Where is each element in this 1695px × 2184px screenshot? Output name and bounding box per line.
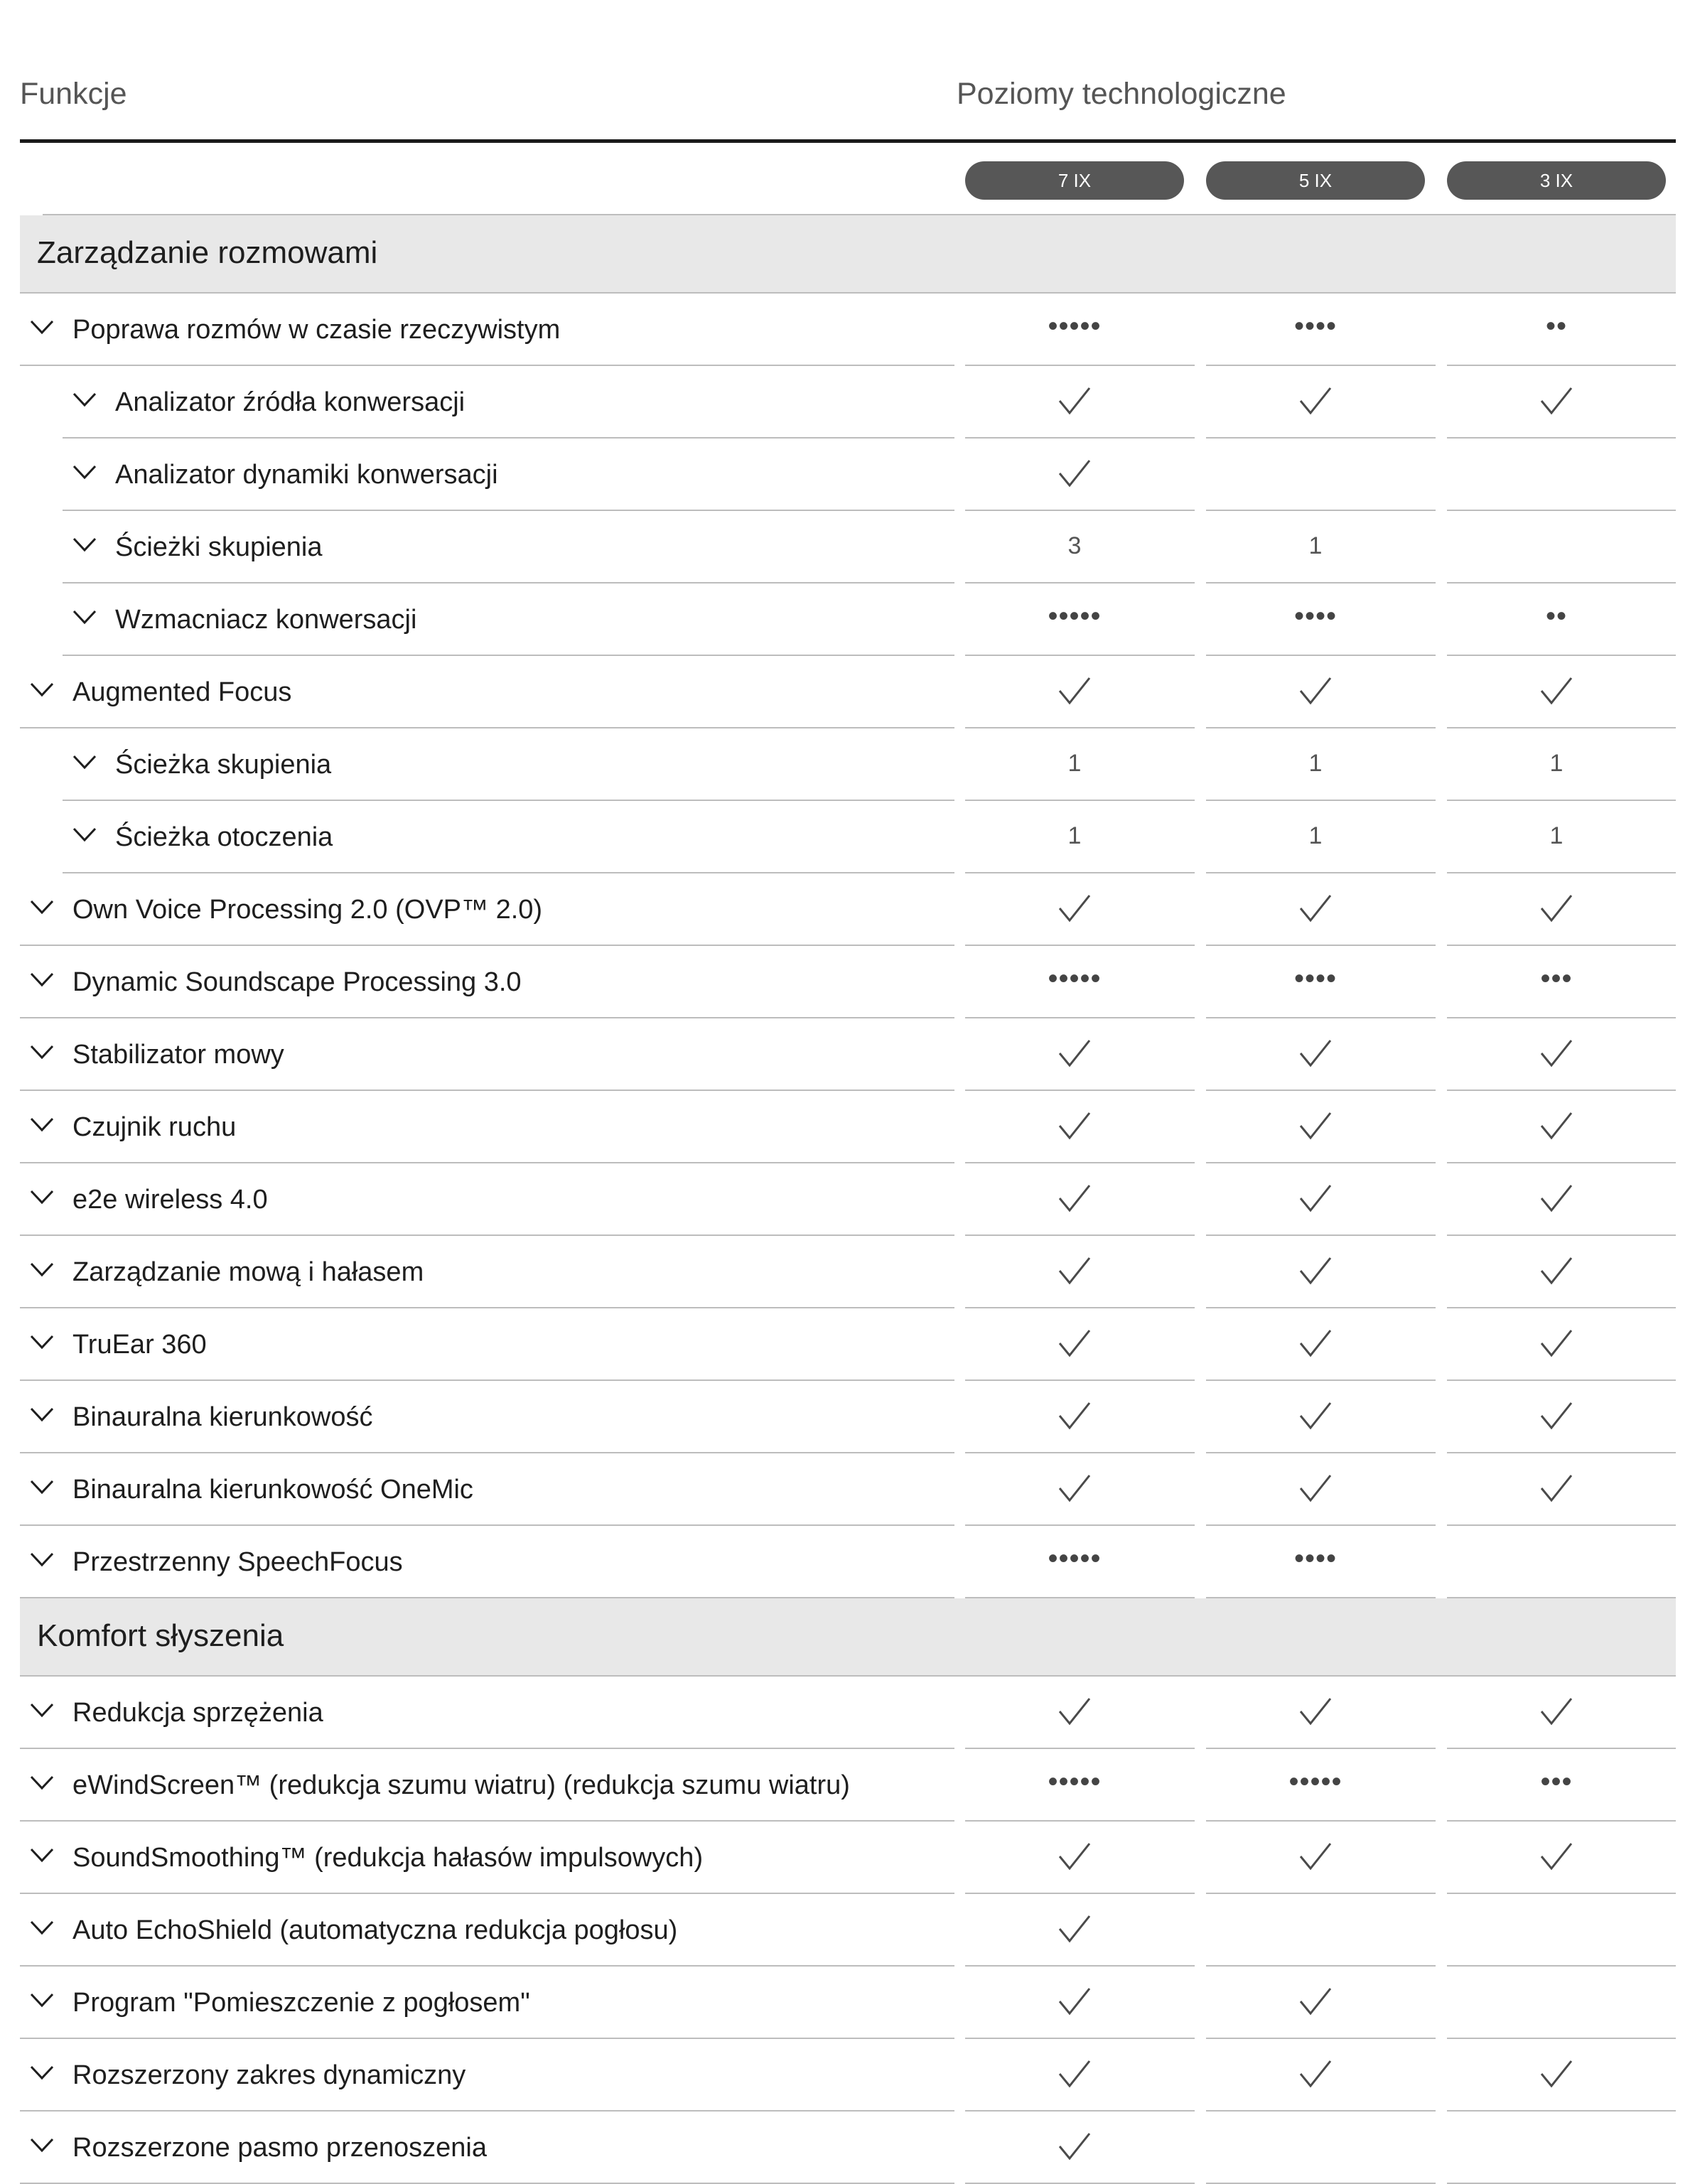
checkmark-icon [1058,1110,1092,1141]
technology-levels-heading: Poziomy technologiczne [957,77,1286,111]
checkmark-icon [1058,2058,1092,2089]
level-cell [1447,1677,1666,1749]
feature-label: SoundSmoothing™ (redukcja hałasów impulsowych) [72,1843,704,1873]
checkmark-icon [1058,385,1092,416]
checkmark-icon [1058,1986,1092,2017]
level-cell [965,2112,1184,2184]
checkmark-icon [1298,1473,1333,1504]
feature-label: Stabilizator mowy [72,1040,284,1070]
chevron-down-icon[interactable] [72,537,97,552]
checkmark-icon [1058,1473,1092,1504]
level-cell [1206,1967,1425,2039]
level-cell [1447,583,1666,656]
level-cell [965,439,1184,511]
level-cell [1447,366,1666,439]
feature-label: Poprawa rozmów w czasie rzeczywistym [72,315,561,345]
chevron-down-icon[interactable] [30,1334,54,1350]
chevron-down-icon[interactable] [30,1189,54,1205]
checkmark-icon [1539,1183,1573,1214]
count-value: 3 [1067,532,1082,559]
feature-label: Augmented Focus [72,677,292,707]
level-cell [1447,439,1666,511]
checkmark-icon [1058,1038,1092,1069]
checkmark-icon [1539,1110,1573,1141]
level-cell [1206,439,1425,511]
level-cell [1447,1018,1666,1091]
chevron-down-icon[interactable] [30,1992,54,2008]
level-cell [965,1526,1184,1598]
section-title: Komfort słyszenia [37,1618,284,1653]
checkmark-icon [1058,893,1092,924]
feature-label: Rozszerzony zakres dynamiczny [72,2060,466,2090]
technology-level-pills [20,143,1676,214]
count-value: 1 [1308,822,1323,849]
level-cell [1206,1236,1425,1308]
feature-row[interactable] [20,1236,1676,1308]
chevron-down-icon[interactable] [30,1262,54,1277]
feature-row[interactable] [20,1018,1676,1091]
level-cell [1206,1453,1425,1526]
feature-row[interactable] [20,1163,1676,1236]
checkmark-icon [1539,1696,1573,1727]
feature-label: Redukcja sprzężenia [72,1698,323,1728]
rating-dots: •• [1545,601,1567,632]
level-cell [1206,873,1425,946]
checkmark-icon [1058,1183,1092,1214]
level-cell [1206,1749,1425,1822]
level-cell [1447,1381,1666,1453]
level-cell [1447,1822,1666,1894]
level-cell [1206,2039,1425,2112]
feature-label: Ścieżki skupienia [115,532,323,562]
feature-row[interactable] [20,1749,1676,1822]
chevron-down-icon[interactable] [72,754,97,770]
level-cell [1206,656,1425,728]
checkmark-icon [1298,1328,1333,1359]
checkmark-icon [1539,1038,1573,1069]
checkmark-icon [1058,1400,1092,1431]
level-cell [1206,946,1425,1018]
feature-row[interactable] [20,1308,1676,1381]
feature-label: Own Voice Processing 2.0 (OVP™ 2.0) [72,895,543,925]
chevron-down-icon[interactable] [30,2065,54,2080]
level-cell [1206,1677,1425,1749]
feature-label: Ścieżka otoczenia [115,822,333,852]
feature-label: Binauralna kierunkowość [72,1402,373,1432]
checkmark-icon [1539,1473,1573,1504]
rating-dots: •••• [1293,1543,1337,1574]
level-cell [1206,1894,1425,1967]
level-cell [965,1967,1184,2039]
level-cell [1447,728,1666,801]
checkmark-icon [1298,1400,1333,1431]
feature-label: Program "Pomieszczenie z pogłosem" [72,1988,530,2018]
feature-row[interactable] [20,1822,1676,1894]
feature-row[interactable] [20,1526,1676,1598]
checkmark-icon [1298,1183,1333,1214]
rating-dots: •••• [1293,963,1337,994]
feature-row[interactable] [20,511,1676,583]
level-cell [965,656,1184,728]
count-value: 1 [1067,750,1082,777]
feature-row[interactable] [20,1381,1676,1453]
table-header [20,70,1676,141]
feature-label: Przestrzenny SpeechFocus [72,1547,403,1577]
section-header [20,1598,1676,1677]
count-value: 1 [1549,822,1564,849]
feature-label: Czujnik ruchu [72,1112,237,1142]
level-cell [1206,1822,1425,1894]
feature-label: Dynamic Soundscape Processing 3.0 [72,967,522,997]
level-cell [965,366,1184,439]
feature-row[interactable] [20,1091,1676,1163]
level-cell [1206,366,1425,439]
level-cell [965,1308,1184,1381]
chevron-down-icon[interactable] [30,1479,54,1495]
chevron-down-icon[interactable] [72,392,97,407]
level-cell [1447,511,1666,583]
level-cell [1447,1894,1666,1967]
checkmark-icon [1058,1255,1092,1286]
rating-dots: ••••• [1048,963,1102,994]
rating-dots: ••••• [1048,1766,1102,1797]
chevron-down-icon[interactable] [30,1044,54,1060]
feature-row[interactable] [20,2112,1676,2184]
level-cell [1447,1526,1666,1598]
feature-row[interactable] [20,583,1676,656]
level-cell [1206,1526,1425,1598]
rating-dots: ••• [1540,1766,1573,1797]
level-cell [965,1453,1184,1526]
checkmark-icon [1539,893,1573,924]
feature-label: e2e wireless 4.0 [72,1185,268,1215]
rating-dots: ••• [1540,963,1573,994]
feature-label: Binauralna kierunkowość OneMic [72,1475,473,1505]
level-cell [965,1091,1184,1163]
checkmark-icon [1298,1038,1333,1069]
rating-dots: •••• [1293,601,1337,632]
level-cell [1447,1308,1666,1381]
checkmark-icon [1298,1986,1333,2017]
feature-row[interactable] [20,294,1676,366]
level-cell [1206,1018,1425,1091]
feature-row[interactable] [20,656,1676,728]
chevron-down-icon[interactable] [30,1551,54,1567]
checkmark-icon [1539,1400,1573,1431]
level-cell [1447,946,1666,1018]
level-cell [1447,1091,1666,1163]
chevron-down-icon[interactable] [72,609,97,625]
checkmark-icon [1298,675,1333,706]
level-cell [1447,1453,1666,1526]
chevron-down-icon[interactable] [30,1702,54,1718]
chevron-down-icon[interactable] [30,1406,54,1422]
rating-dots: •• [1545,311,1567,342]
feature-row[interactable] [20,873,1676,946]
level-cell [965,583,1184,656]
checkmark-icon [1058,675,1092,706]
feature-label: Zarządzanie mową i hałasem [72,1257,424,1287]
level-cell [1206,2112,1425,2184]
rating-dots: ••••• [1288,1766,1342,1797]
count-value: 1 [1308,532,1323,559]
level-cell [1447,1967,1666,2039]
checkmark-icon [1298,1841,1333,1872]
feature-row[interactable] [20,366,1676,439]
checkmark-icon [1298,893,1333,924]
feature-label: TruEar 360 [72,1330,207,1360]
checkmark-icon [1058,2131,1092,2162]
level-cell [1206,801,1425,873]
checkmark-icon [1298,385,1333,416]
chevron-down-icon[interactable] [30,972,54,987]
level-cell [965,1163,1184,1236]
feature-row[interactable] [20,1967,1676,2039]
rating-dots: •••• [1293,311,1337,342]
checkmark-icon [1539,675,1573,706]
checkmark-icon [1539,385,1573,416]
level-cell [965,2039,1184,2112]
level-cell [1206,1091,1425,1163]
feature-label: Rozszerzone pasmo przenoszenia [72,2133,487,2163]
level-cell [1447,1749,1666,1822]
feature-row[interactable] [20,1453,1676,1526]
checkmark-icon [1539,1328,1573,1359]
level-cell [1206,511,1425,583]
checkmark-icon [1058,458,1092,489]
level-cell [1206,1381,1425,1453]
level-cell [965,1749,1184,1822]
checkmark-icon [1298,2058,1333,2089]
level-cell [1206,1308,1425,1381]
feature-row[interactable] [20,801,1676,873]
level-cell [1206,1163,1425,1236]
level-cell [965,294,1184,366]
count-value: 1 [1549,750,1564,777]
level-cell [1206,583,1425,656]
level-cell [1206,728,1425,801]
level-cell [965,1381,1184,1453]
level-cell [1447,656,1666,728]
checkmark-icon [1298,1696,1333,1727]
chevron-down-icon[interactable] [30,899,54,915]
checkmark-icon [1058,1328,1092,1359]
level-cell [965,1018,1184,1091]
level-cell [1447,1236,1666,1308]
feature-label: eWindScreen™ (redukcja szumu wiatru) (redukcja szumu wiatru) [72,1770,850,1800]
count-value: 1 [1067,822,1082,849]
features-column-heading: Funkcje [20,77,127,111]
chevron-down-icon[interactable] [72,827,97,842]
feature-label: Analizator dynamiki konwersacji [115,460,498,490]
level-cell [1447,2039,1666,2112]
chevron-down-icon[interactable] [30,682,54,697]
feature-row[interactable] [20,946,1676,1018]
feature-table [20,215,1676,2184]
checkmark-icon [1298,1255,1333,1286]
rating-dots: ••••• [1048,1543,1102,1574]
checkmark-icon [1298,1110,1333,1141]
feature-row[interactable] [20,1677,1676,1749]
checkmark-icon [1539,1255,1573,1286]
checkmark-icon [1539,1841,1573,1872]
chevron-down-icon[interactable] [30,1775,54,1790]
feature-row[interactable] [20,728,1676,801]
feature-label: Wzmacniacz konwersacji [115,605,417,635]
section-header [20,215,1676,294]
level-cell [1447,801,1666,873]
level-cell [965,946,1184,1018]
rating-dots: ••••• [1048,601,1102,632]
chevron-down-icon[interactable] [30,2137,54,2153]
chevron-down-icon[interactable] [30,1847,54,1863]
chevron-down-icon[interactable] [72,464,97,480]
level-cell [1447,294,1666,366]
feature-row[interactable] [20,2039,1676,2112]
level-cell [965,1894,1184,1967]
chevron-down-icon[interactable] [30,1117,54,1132]
checkmark-icon [1539,2058,1573,2089]
level-cell [965,1822,1184,1894]
level-pill-5ix[interactable]: 5 IX [1206,161,1425,200]
checkmark-icon [1058,1913,1092,1944]
level-pill-7ix[interactable]: 7 IX [965,161,1184,200]
chevron-down-icon[interactable] [30,319,54,335]
feature-row[interactable] [20,1894,1676,1967]
checkmark-icon [1058,1841,1092,1872]
checkmark-icon [1058,1696,1092,1727]
level-cell [965,1677,1184,1749]
feature-row[interactable] [20,439,1676,511]
chevron-down-icon[interactable] [30,1920,54,1935]
level-cell [1447,2112,1666,2184]
level-cell [965,801,1184,873]
level-cell [965,1236,1184,1308]
level-cell [1447,1163,1666,1236]
section-title: Zarządzanie rozmowami [37,235,378,270]
level-cell [1206,294,1425,366]
rating-dots: ••••• [1048,311,1102,342]
level-pill-3ix[interactable]: 3 IX [1447,161,1666,200]
level-cell [965,728,1184,801]
level-cell [1447,873,1666,946]
feature-label: Ścieżka skupienia [115,750,332,780]
feature-label: Auto EchoShield (automatyczna redukcja pogłosu) [72,1915,678,1945]
level-cell [965,511,1184,583]
level-cell [965,873,1184,946]
feature-label: Analizator źródła konwersacji [115,387,466,417]
count-value: 1 [1308,750,1323,777]
